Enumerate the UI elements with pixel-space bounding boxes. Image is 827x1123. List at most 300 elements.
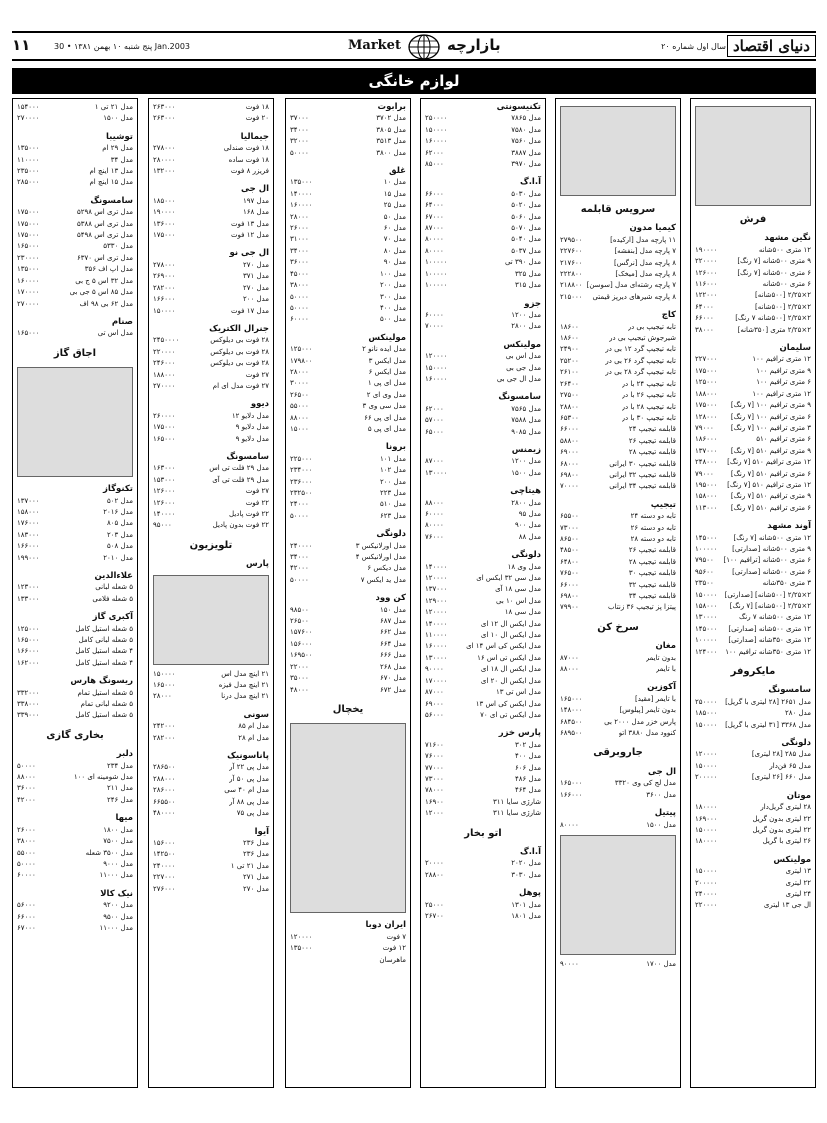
price-row — [290, 314, 406, 325]
category-heading: جاروبرقی — [593, 747, 643, 759]
price-row — [17, 624, 133, 635]
item-price: ۳۸۰۰۰ — [17, 837, 36, 846]
item-price: ۸۷۰۰۰ — [425, 688, 444, 697]
item-price: ۱۴۰۰۰۰ — [153, 510, 176, 518]
item-price: ۱۸۰۰۰۰ — [695, 837, 718, 846]
price-row — [290, 246, 406, 257]
item-price: ۲۱۷۶۰۰ — [560, 258, 583, 267]
price-row — [17, 836, 133, 847]
price-row — [425, 774, 541, 785]
item-name: تابه دو دسته ۲۴ — [630, 512, 676, 521]
brand-heading: دلونگی — [781, 738, 811, 749]
item-price: ۱۵۰۰۰۰ — [695, 761, 718, 770]
item-price: ۷۳۰۰۰ — [425, 774, 444, 783]
price-row — [425, 257, 541, 268]
item-name: تابه تیجیپ ۲۴ با در — [621, 379, 676, 388]
item-price: ۱۲۵۰۰۰ — [290, 345, 313, 354]
price-row — [695, 635, 811, 646]
item-price: ۱۵۸۰۰۰ — [695, 602, 718, 610]
item-name: ۵ شعله لبانی — [95, 583, 133, 592]
price-row — [153, 207, 269, 218]
price-row — [695, 302, 811, 313]
price-row — [153, 113, 269, 124]
item-price: ۲۷۰۰۰۰ — [17, 114, 40, 123]
item-name: تابه تیجیپ گرد ۲۶ بی در — [605, 356, 676, 365]
item-price: ۴۸۰۰۰۰ — [153, 809, 176, 818]
item-price: ۶۰۰۰۰ — [425, 510, 444, 518]
price-row — [695, 412, 811, 423]
price-row — [695, 708, 811, 719]
item-price: ۱۵۴۰۰۰ — [17, 103, 40, 111]
item-price: ۸۵۰۰۰ — [425, 160, 444, 169]
item-price: ۶۹۸۰۰ — [560, 592, 579, 600]
item-name: مدل ۱۶۸ — [242, 208, 269, 217]
page-header — [12, 31, 816, 61]
item-name: مدل ۸۰۵ — [106, 519, 133, 528]
price-row — [17, 530, 133, 541]
brand-heading: پیتیل — [654, 808, 676, 819]
price-row — [153, 434, 269, 445]
item-name: مدل ۶۶۰ [۲۶ لیتری] — [751, 773, 811, 782]
price-row — [425, 699, 541, 710]
price-row — [695, 749, 811, 760]
item-price: ۱۶۰۰۰۰ — [17, 276, 40, 285]
item-name: ۲۲ لیتری — [785, 878, 811, 887]
price-row — [17, 155, 133, 166]
price-row — [425, 321, 541, 332]
price-row — [425, 870, 541, 881]
item-name: مدل ۶۶۲ — [379, 628, 406, 637]
item-name: مدل ام ۲۸ — [238, 733, 269, 742]
item-name: ۹ متری ترافیم ۱۰۰ [۷ رنگ] — [730, 401, 811, 410]
item-price: ۲۷۸۰۰۰ — [153, 144, 176, 153]
item-name: ۵ شعله استیل تمام — [77, 688, 133, 697]
item-price: ۲۲۰۰۰۰ — [695, 901, 718, 910]
item-name: بدون تایمر — [645, 653, 676, 662]
item-name: ۷ پارچه رشته‌ای مدل [سوسن] — [586, 281, 676, 290]
price-row — [290, 465, 406, 476]
item-price: ۲۵۰۰۰۰ — [425, 114, 448, 123]
item-price: ۴۲۰۰۰ — [290, 564, 309, 573]
item-name: ۲۲ لیتری بدون گریل — [752, 825, 811, 834]
item-name: مدل تری ‌اس ۵۴۹۸ — [76, 231, 133, 240]
item-name: ۱۲ متری ۵۰۰شانه [۷ رنگ] — [733, 533, 811, 542]
price-row — [695, 601, 811, 612]
price-row — [17, 102, 133, 113]
item-name: کنوود مدل ۳۸۸۰ اتو — [618, 729, 676, 738]
price-row — [153, 486, 269, 497]
issue-date: پنج شنبه ۱۰ بهمن ۱۳۸۱ • 30 Jan.2003 — [54, 42, 190, 51]
price-row — [290, 269, 406, 280]
item-price: ۲۶۹۰۰۰ — [153, 272, 176, 281]
item-price: ۲۷۰۰۰۰ — [17, 299, 40, 308]
item-price: ۲۸۸۰۰۰ — [153, 774, 176, 783]
item-price: ۱۵۰۰۰۰ — [425, 363, 448, 372]
price-row — [17, 772, 133, 783]
price-row — [17, 113, 133, 124]
item-price: ۱۳۷۰۰۰ — [425, 585, 448, 594]
price-row — [425, 269, 541, 280]
price-row — [425, 751, 541, 762]
price-row — [560, 447, 676, 458]
item-price: ۱۶۵۰۰۰ — [560, 779, 583, 788]
item-price: ۱۲۹۰۰۰ — [425, 596, 448, 605]
price-row — [695, 469, 811, 480]
item-price: ۲۲۲۸۰۰ — [560, 270, 583, 279]
item-price: ۱۳۰۰۰۰ — [425, 653, 448, 662]
price-row — [153, 838, 269, 849]
item-price: ۲۶۵۰۰ — [290, 390, 309, 399]
item-name: ۱۱ پارچه مدل [ارکیده] — [610, 235, 676, 244]
price-row — [560, 367, 676, 378]
item-name: مدل ۸۸ — [518, 532, 541, 541]
price-row — [153, 762, 269, 773]
item-price: ۹۵۶۰۰ — [695, 567, 714, 576]
item-name: ۲۷ فوت — [245, 487, 269, 496]
item-price: ۱۱۶۰۰۰ — [695, 280, 718, 289]
item-name: ۲×۲/۲۵ [۵۰۰شانه] [۷ رنگ] — [729, 602, 811, 610]
price-row — [560, 269, 676, 280]
price-row — [560, 436, 676, 447]
item-name: ۱۲ متری ۵۰۰شانه ۷ رنگ — [739, 613, 811, 622]
brand-heading: پارس — [245, 559, 269, 570]
price-row — [17, 299, 133, 310]
item-name: مدل ۲۰۰ — [379, 477, 406, 486]
item-name: مدل ۲۴۶ — [106, 795, 133, 804]
item-name: ۲۸ لیتری گریل‌دار — [760, 803, 811, 812]
item-name: مدل ۲۰۲۰ — [511, 859, 541, 868]
item-price: ۱۶۹۵۰۰ — [290, 651, 313, 660]
item-name: ۵ شعله استیل کامل — [75, 711, 133, 720]
item-name: مدل ۲۳۴ — [106, 761, 133, 770]
price-row — [425, 562, 541, 573]
item-price: ۱۷۵۰۰۰ — [695, 366, 718, 375]
item-name: مدل ۲۳۶ — [242, 850, 269, 859]
item-price: ۲۶۵۰۰ — [290, 617, 309, 626]
item-name: مدل ۱۱۰۰۰ — [99, 923, 133, 932]
price-row — [695, 503, 811, 514]
item-price: ۲۱۵۰۰۰ — [560, 292, 583, 301]
item-name: مدل ۵۰ — [383, 212, 406, 221]
price-row — [425, 509, 541, 520]
price-row — [290, 511, 406, 522]
item-name: تابه دو دسته ۲۶ — [630, 523, 676, 532]
item-name: مدل اپ اف ۳۵۶ — [84, 265, 133, 274]
item-name: مدل ۳۵۰۰ شعله — [85, 848, 133, 857]
item-price: ۲۸۶۰۰۰ — [153, 786, 176, 795]
section-title-fa: بازارچه — [447, 36, 501, 54]
item-name: مدل ال جی بی — [496, 374, 541, 383]
category-heading: سرویس قابلمه — [580, 204, 656, 215]
item-price: ۵۷۰۰۰ — [425, 416, 444, 425]
item-price: ۳۳۹۰۰۰ — [17, 711, 40, 720]
item-price: ۴۵۰۰۰ — [290, 269, 309, 278]
item-price: ۱۷۵۰۰۰ — [153, 231, 176, 240]
item-price: ۶۲۰۰۰ — [425, 148, 444, 157]
item-price: ۶۵۵۰۰ — [560, 512, 579, 521]
item-price: ۶۶۰۰۰ — [695, 314, 714, 323]
price-row — [17, 912, 133, 923]
item-price: ۶۴۸۰۰ — [560, 557, 579, 566]
price-row — [17, 541, 133, 552]
price-row — [17, 496, 133, 507]
item-price: ۱۴۰۰۰۰ — [290, 189, 313, 198]
item-name: تابه تیجیپ ۲۶ با در — [621, 391, 676, 400]
price-row — [560, 235, 676, 246]
item-name: ۲۰ فوت — [245, 114, 269, 123]
item-name: مدل ۱۵ اینچ ام — [89, 178, 133, 187]
brand-heading: ال جی نو — [229, 248, 269, 259]
item-name: مدل ۱۷۰۰ — [646, 959, 676, 968]
price-row — [695, 814, 811, 825]
item-name: ۶ متری ترافیم ۵۱۰ [۷ رنگ] — [730, 469, 811, 478]
item-price: ۱۳۰۰۰۰ — [695, 613, 718, 622]
price-row — [560, 728, 676, 739]
price-row — [290, 488, 406, 499]
price-row — [153, 861, 269, 872]
price-row — [560, 511, 676, 522]
item-name: تابه تیجیپ گرد ۲۸ بی در — [605, 368, 676, 377]
item-name: ۲×۲/۲۵ [۵۰۰شانه ۷ رنگ] — [735, 314, 811, 323]
price-row — [153, 884, 269, 895]
price-row — [17, 553, 133, 564]
item-price: ۱۷۵۰۰۰ — [17, 219, 40, 228]
item-name: ۵ شعله استیل کامل — [75, 624, 133, 633]
item-name: مدل ایکس ال ۱۸ ای — [480, 665, 541, 674]
price-row — [425, 797, 541, 808]
item-name: ۶ متری ترافیم ۱۰۰ — [756, 378, 811, 387]
item-price: ۹۰۰۰۰ — [560, 959, 579, 968]
item-price: ۲۸۸۰۰ — [560, 402, 579, 411]
item-price: ۱۷۶۰۰۰ — [17, 519, 40, 528]
price-row — [425, 351, 541, 362]
item-name: مدل ۶۲ بی ۹۸ اف — [79, 299, 133, 308]
price-row — [560, 481, 676, 492]
item-name: ۵ شعله لبانی کامل — [78, 636, 133, 644]
item-name: مدل ای پی ۱ — [367, 379, 406, 388]
item-name: مدل ۱۹۷ — [242, 196, 269, 205]
brand-heading: کاچ — [661, 310, 676, 321]
item-price: ۱۵۸۰۰۰ — [695, 492, 718, 501]
price-row — [425, 596, 541, 607]
price-row — [17, 207, 133, 218]
item-price: ۳۴۰۰۰ — [290, 125, 309, 134]
item-name: مدل ۲۲۳ — [379, 489, 406, 497]
item-name: مدل ۳۸۰۵ — [376, 125, 406, 134]
price-row — [560, 705, 676, 716]
item-name: مدل ام ۴۰ سی — [224, 786, 269, 795]
item-price: ۲۴۲۰۰۰ — [153, 722, 176, 731]
price-row — [695, 590, 811, 601]
item-name: ۸ پارچه مدل [میخک] — [615, 270, 676, 279]
price-row — [695, 544, 811, 555]
item-name: مدل ۷۵۸۸ — [511, 416, 541, 425]
price-row — [560, 602, 676, 613]
item-price: ۱۶۵۰۰۰ — [17, 636, 40, 644]
price-row — [17, 900, 133, 911]
item-name: ۲۱ اینچ مدل اس — [221, 669, 269, 678]
item-name: ۱۲ متری ۳۵۰شانه ترافیم ۱۰۰ — [725, 647, 811, 656]
item-name: مدل ۱۵۰۰ — [103, 114, 133, 123]
price-row — [153, 849, 269, 860]
item-name: مدل اس ۱۰ بی — [496, 596, 541, 605]
item-name: ۲۲ لیتری بدون گریل — [752, 814, 811, 823]
price-row — [425, 374, 541, 385]
item-name: مدل ۲۰۱۰ — [103, 553, 133, 562]
price-row — [17, 264, 133, 275]
item-name: مدل پی ۲۲ آر — [229, 763, 269, 772]
price-row — [425, 653, 541, 664]
price-row — [560, 591, 676, 602]
price-row — [695, 612, 811, 623]
price-row — [290, 685, 406, 696]
price-row — [290, 413, 406, 424]
item-name: مدل ۶۸۷ — [379, 617, 406, 626]
item-name: مدل سی وی ۳ — [362, 402, 406, 411]
price-column-1 — [690, 98, 816, 1088]
item-price: ۱۵۰۰۰۰ — [153, 669, 176, 678]
item-name: مدل ۱۸۰۱ — [511, 912, 541, 920]
price-row — [695, 389, 811, 400]
item-name: ۲۴ لیتری — [785, 889, 811, 898]
item-price: ۱۵۶۰۰۰ — [153, 838, 176, 847]
item-name: ۲۲ فوت — [245, 498, 269, 507]
item-price: ۱۵۶۰۰۰ — [290, 639, 313, 648]
item-price: ۲۲۰۰۰۰ — [153, 347, 176, 356]
price-row — [17, 923, 133, 934]
brand-heading: آ.ا.گ — [520, 177, 541, 188]
item-name: مدل ایکس تی ای ۷۰ — [480, 710, 541, 719]
item-price: ۳۰۰۰۰ — [290, 379, 309, 388]
item-price: ۱۸۶۰۰ — [560, 322, 579, 331]
item-name: ۲×۲/۲۵ متری [۳۵۰شانه] — [737, 325, 811, 334]
item-name: مدل ۷۵۰۰ — [103, 837, 133, 846]
item-price: ۲۳۶۰۰۰ — [290, 477, 313, 486]
item-price: ۲۳۲۵۰۰ — [290, 489, 313, 497]
page-number: ۱۱ — [12, 36, 31, 54]
price-row — [153, 691, 269, 702]
price-row — [695, 354, 811, 365]
price-row — [290, 292, 406, 303]
item-price: ۱۲۸۰۰۰ — [695, 412, 718, 421]
item-price: ۲۲۰۰۰ — [290, 662, 309, 671]
price-row — [153, 271, 269, 282]
item-price: ۲۴۸۰۰۰ — [695, 458, 718, 467]
price-row — [290, 454, 406, 465]
item-name: شارژی سایا ۳۱۱ — [492, 809, 541, 818]
item-name: مدل ۲۰۰ — [242, 295, 269, 304]
price-row — [425, 808, 541, 819]
price-row — [560, 568, 676, 579]
item-price: ۱۶۶۰۰۰ — [17, 542, 40, 551]
brand-heading: میها — [115, 813, 133, 824]
item-price: ۱۶۵۰۰۰ — [560, 694, 583, 703]
price-row — [425, 280, 541, 291]
item-name: شارژی سایا ۳۱۱ — [492, 797, 541, 806]
item-name: مدل اورلانیکس ۳ — [355, 541, 406, 550]
item-name: مدل ۹۲۰۰ — [103, 901, 133, 910]
item-name: مدل ۷۵۸۰ — [511, 125, 541, 134]
item-name: ۲۷ فوت — [245, 370, 269, 379]
item-price: ۲۳۴۰۰۰ — [290, 466, 313, 475]
item-price: ۱۶۵۰۰۰ — [153, 681, 176, 690]
price-row — [695, 578, 811, 589]
item-price: ۷۹۵۰۰ — [695, 556, 714, 565]
brand-heading: ال جی — [648, 766, 676, 777]
price-row — [153, 475, 269, 486]
price-row — [695, 878, 811, 889]
brand-heading: سامسونگ — [768, 685, 811, 696]
brand-heading: دلونگی — [376, 529, 406, 540]
item-price: ۶۷۰۰۰ — [17, 923, 36, 932]
item-price: ۱۷۰۰۰۰ — [17, 288, 40, 297]
brand-heading: غلق — [389, 166, 406, 177]
price-row — [695, 457, 811, 468]
item-price: ۱۲۶۰۰۰ — [153, 498, 176, 507]
price-row — [17, 594, 133, 605]
price-row — [560, 664, 676, 675]
item-name: مدل اس تی — [97, 329, 133, 338]
item-name: قابلمه تیجیپ ۲۶ — [628, 546, 676, 555]
item-name: مدل ۷۵۶۵ — [511, 404, 541, 413]
item-name: تابه تیجیپ ۳۰ با در — [621, 413, 676, 422]
item-price: ۱۶۰۰۰۰ — [425, 374, 448, 383]
item-name: قابلمه تیجیپ ۳۴ ایرانی — [609, 482, 676, 491]
item-name: ۱۸ فوت ساده — [228, 155, 269, 164]
price-row — [560, 356, 676, 367]
item-price: ۱۵۰۰۰ — [290, 424, 309, 433]
item-price: ۹۰۰۰۰ — [425, 665, 444, 674]
item-name: ۹ متری ترافیم ۱۰۰ — [756, 366, 811, 375]
item-price: ۱۲۵۰۰۰ — [17, 624, 40, 633]
item-price: ۱۲۶۰۰۰ — [695, 268, 718, 277]
item-name: مدل ۲۹ فلت تی آی — [212, 475, 269, 484]
brand-heading: ایران دوبا — [365, 920, 406, 931]
price-row — [17, 658, 133, 669]
price-row — [560, 333, 676, 344]
item-name: مدل ۹۵ — [518, 510, 541, 518]
item-name: مدل ۲۶۸ — [379, 662, 406, 671]
brand-heading: پاناسونیک — [227, 751, 269, 762]
item-name: مدل ۳۰۲ — [514, 740, 541, 749]
item-price: ۱۳۵۰۰۰ — [17, 265, 40, 274]
item-price: ۷۷۰۰۰ — [425, 763, 444, 772]
price-row — [153, 260, 269, 271]
item-name: مدل ۲۸۰۰ — [511, 498, 541, 507]
item-price: ۴۸۰۰۰ — [290, 685, 309, 694]
price-row — [560, 246, 676, 257]
price-row — [560, 694, 676, 705]
price-column-2 — [555, 98, 681, 1088]
item-price: ۳۵۰۰۰ — [290, 674, 309, 683]
item-name: ۶ متری ترافیم ۵۱۰ — [756, 435, 811, 444]
item-name: مدل ۳۴ — [110, 155, 133, 164]
item-name: مدل ۳۷۰۲ — [376, 114, 406, 123]
item-price: ۲۵۲۰۰ — [560, 356, 579, 365]
price-row — [425, 363, 541, 374]
item-name: مدل ۳۶۰۰ — [646, 790, 676, 799]
item-price: ۱۸۶۰۰۰ — [695, 435, 718, 444]
item-price: ۲۶۷۰۰ — [425, 912, 444, 920]
item-name: مدل ۲۸۰ — [784, 709, 811, 718]
item-price: ۱۲۴۰۰۰ — [695, 647, 718, 656]
item-name: مدل تری ‌اس ۵۳۸۸ — [76, 219, 133, 228]
price-row — [425, 427, 541, 438]
item-name: مدل ایکس کی اس ۱۳ — [475, 699, 541, 708]
price-row — [290, 303, 406, 314]
price-column-5 — [148, 98, 274, 1088]
item-price: ۲۶۰۰۰۰ — [153, 411, 176, 420]
